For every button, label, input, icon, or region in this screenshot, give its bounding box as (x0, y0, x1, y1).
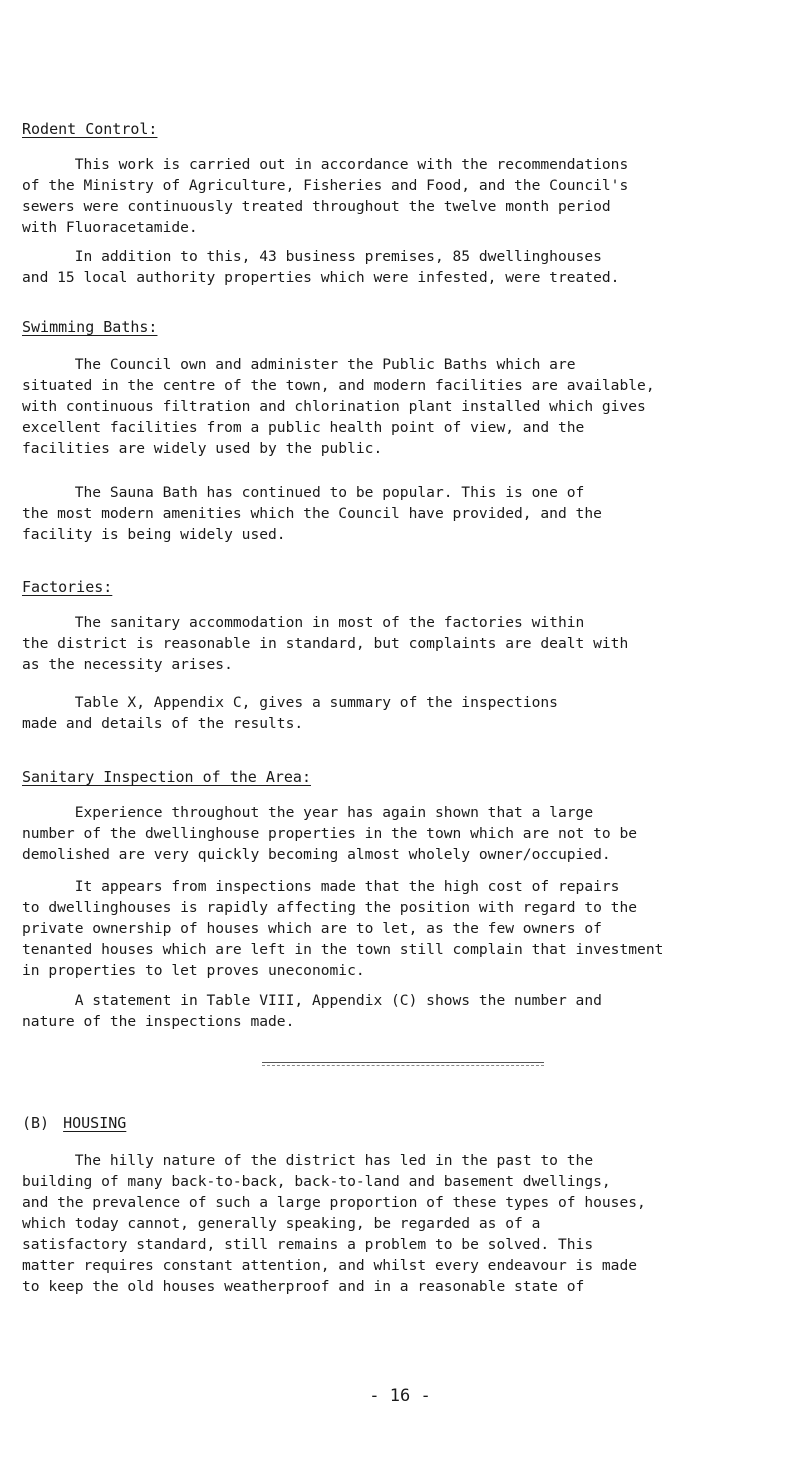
rodent-control-paragraph-2: In addition to this, 43 business premises, 85 dwellinghouses and 15 local authority properties which were infested, were treated. (22, 248, 620, 286)
housing-section-label: (B) (22, 1114, 50, 1132)
page-number: - 16 - (369, 1386, 431, 1406)
sanitary-inspection-heading: Sanitary Inspection of the Area: (22, 768, 311, 786)
housing-section-heading (22, 1114, 126, 1132)
swimming-baths-heading: Swimming Baths: (22, 318, 158, 336)
sanitary-inspection-paragraph-2: It appears from inspections made that the high cost of repairs to dwellinghouses is rapidly affecting the position with regard to the private ownership of houses which are to let, as the few owners of tenanted houses which are left in the town still complain that investment in properties to let proves uneconomic. (22, 878, 664, 979)
factories-heading: Factories: (22, 578, 113, 596)
sanitary-inspection-paragraph-3: A statement in Table VIII, Appendix (C) shows the number and nature of the inspections made. (22, 992, 602, 1030)
housing-section-title: HOUSING (63, 1114, 127, 1132)
housing-paragraph: The hilly nature of the district has led in the past to the building of many back-to-back, back-to-land and basement dwellings, and the prevalence of such a large proportion of these types of houses, which today cannot, generally speaking, be regarded as of a satisfactory standard, still remains a problem to be solved. This matter requires constant attention, and whilst every endeavour is made to keep the old houses weatherproof and in a reasonable state of (22, 1152, 646, 1295)
factories-paragraph-1: The sanitary accommodation in most of the factories within the district is reasonable in standard, but complaints are dealt with as the necessity arises. (22, 614, 629, 673)
rodent-control-paragraph-1: This work is carried out in accordance with the recommendations of the Ministry of Agriculture, Fisheries and Food, and the Council's sewers were continuously treated throughout the twelve month period with Fluoracetamide. (22, 156, 629, 236)
sanitary-inspection-paragraph-1: Experience throughout the year has again shown that a large number of the dwellinghouse properties in the town which are not to be demolished are very quickly becoming almost wholely owner/occupied. (22, 804, 638, 863)
rodent-control-heading: Rodent Control: (22, 120, 158, 138)
factories-paragraph-2: Table X, Appendix C, gives a summary of the inspections made and details of the results. (22, 694, 558, 732)
swimming-baths-paragraph-2: The Sauna Bath has continued to be popular. This is one of the most modern amenities which the Council have provided, and the facility is being widely used. (22, 484, 602, 543)
section-divider (262, 1062, 544, 1063)
swimming-baths-paragraph-1: The Council own and administer the Public Baths which are situated in the centre of the town, and modern facilities are available, with continuous filtration and chlorination plant installed which gives excellent facilities from a public health point of view, and the facilities are widely used by the public. (22, 356, 655, 457)
section-divider-shadow (262, 1065, 544, 1066)
